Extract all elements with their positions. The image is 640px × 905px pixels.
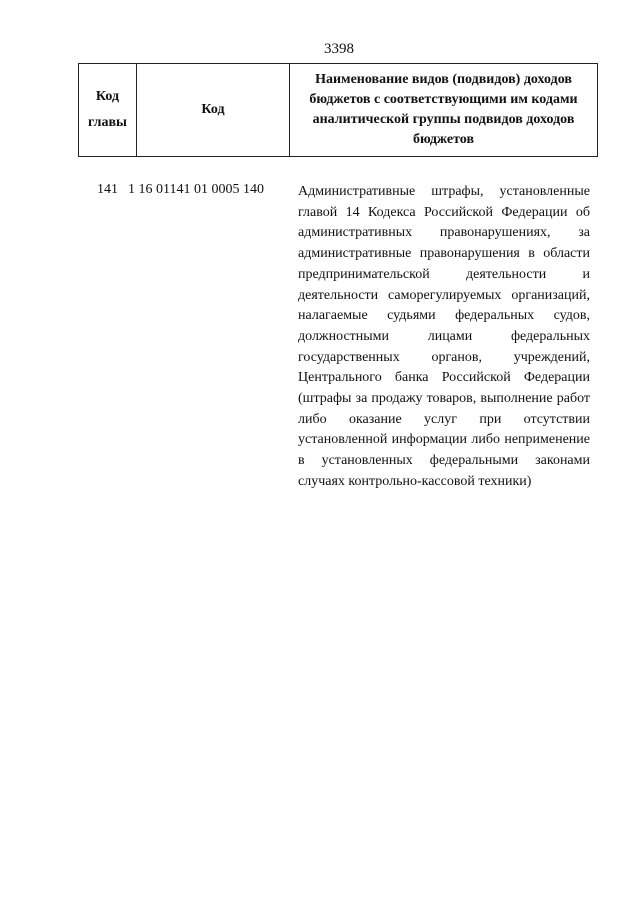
table-header: [78, 63, 598, 157]
header-code: [137, 64, 290, 157]
header-name-label: Наименование видов (подвидов) доходов бюджетов с соответствующими им кодами аналитической группы подвидов доходов бюджетов: [309, 72, 578, 147]
header-chapter-code-label: Код главы: [88, 89, 127, 130]
row-code: 1 16 01141 01 0005 140: [128, 182, 264, 197]
row-chapter-code: 141: [97, 182, 118, 197]
header-code-label: Код: [201, 102, 225, 117]
header-chapter-code: [79, 64, 137, 157]
header-name: [290, 64, 598, 157]
page-number: 3398: [324, 41, 354, 57]
row-name: Административные штрафы, установленные главой 14 Кодекса Российской Федерации об административных правонарушениях, за административные правонарушения в области предпринимательской деятельности и деятельности саморегулируемых организаций, налагаемые судьями федеральных судов, должностными лицами федеральных государственных органов, учреждений, Центрального банка Российской Федерации (штрафы за продажу товаров, выполнение работ либо оказание услуг при отсутствии установленной информации либо неприменение в установленных федеральными законами случаях контрольно-кассовой техники): [298, 184, 590, 489]
